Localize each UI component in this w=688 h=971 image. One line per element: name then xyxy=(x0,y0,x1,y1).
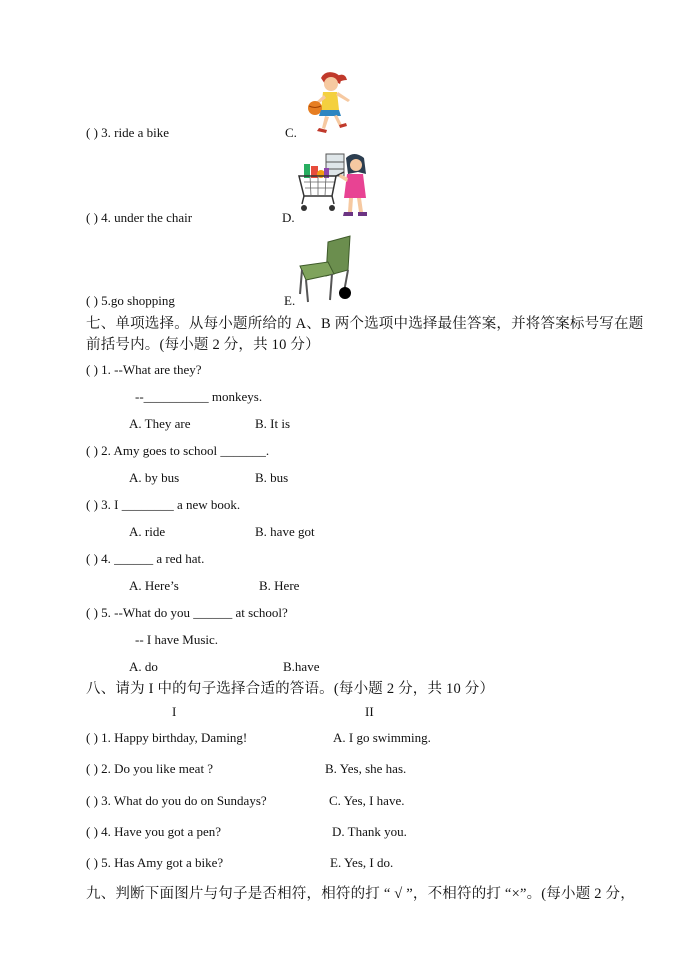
s8-q1: ( ) 1. Happy birthday, Daming! xyxy=(86,730,248,745)
match-letter-d: D. xyxy=(282,210,295,225)
match-item-4: ( ) 4. under the chair xyxy=(86,210,193,225)
s8-answer-c: C. Yes, I have. xyxy=(329,793,405,808)
s7-q1-stem: ( ) 1. --What are they? xyxy=(86,362,202,377)
section8-column-i: I xyxy=(172,704,177,719)
s7-q1-option-a: A. They are xyxy=(129,416,191,431)
s7-q4-option-a: A. Here’s xyxy=(129,578,179,593)
s8-q2: ( ) 2. Do you like meat ? xyxy=(86,761,214,776)
s7-q3-option-a: A. ride xyxy=(129,524,166,539)
section7-title-line1: 七、单项选择。从每小题所给的 A、B 两个选项中选择最佳答案，并将答案标号写在题 xyxy=(86,316,644,332)
section8-column-ii: II xyxy=(365,704,374,719)
s7-q2-option-a: A. by bus xyxy=(129,470,180,485)
s7-q4-stem: ( ) 4. ______ a red hat. xyxy=(86,551,205,566)
chair-with-ball-picture xyxy=(294,234,354,304)
match-letter-e: E. xyxy=(284,293,296,308)
match-item-5: ( ) 5.go shopping xyxy=(86,293,175,308)
s7-q5-option-a: A. do xyxy=(129,659,158,674)
s8-answer-b: B. Yes, she has. xyxy=(325,761,407,776)
s7-q5-stem: ( ) 5. --What do you ______ at school? xyxy=(86,605,288,620)
s7-q1-option-b: B. It is xyxy=(255,416,291,431)
s8-answer-a: A. I go swimming. xyxy=(333,730,431,745)
s8-q5: ( ) 5. Has Amy got a bike? xyxy=(86,855,224,870)
s8-answer-e: E. Yes, I do. xyxy=(330,855,394,870)
s7-q2-stem: ( ) 2. Amy goes to school _______. xyxy=(86,443,270,458)
s7-q3-option-b: B. have got xyxy=(255,524,315,539)
shopping-cart-girl-picture xyxy=(296,152,370,222)
s7-q3-stem: ( ) 3. I ________ a new book. xyxy=(86,497,241,512)
s8-q4: ( ) 4. Have you got a pen? xyxy=(86,824,222,839)
s7-q5-line2: -- I have Music. xyxy=(135,632,219,647)
match-item-3: ( ) 3. ride a bike xyxy=(86,125,170,140)
s8-q3: ( ) 3. What do you do on Sundays? xyxy=(86,793,267,808)
s7-q2-option-b: B. bus xyxy=(255,470,289,485)
girl-with-ball-picture xyxy=(303,70,363,136)
s7-q4-option-b: B. Here xyxy=(259,578,300,593)
match-letter-c: C. xyxy=(285,125,297,140)
s7-q5-option-b: B.have xyxy=(283,659,320,674)
section9-title: 九、判断下面图片与句子是否相符，相符的打 “ √ ”，不相符的打 “×”。(每小题 2 分， xyxy=(86,886,635,902)
section7-title-line2: 前括号内。(每小题 2 分，共 10 分） xyxy=(86,337,320,353)
section8-title: 八、请为 I 中的句子选择合适的答语。(每小题 2 分，共 10 分） xyxy=(86,681,495,697)
s7-q1-line2: --__________ monkeys. xyxy=(135,389,263,404)
s8-answer-d: D. Thank you. xyxy=(332,824,407,839)
